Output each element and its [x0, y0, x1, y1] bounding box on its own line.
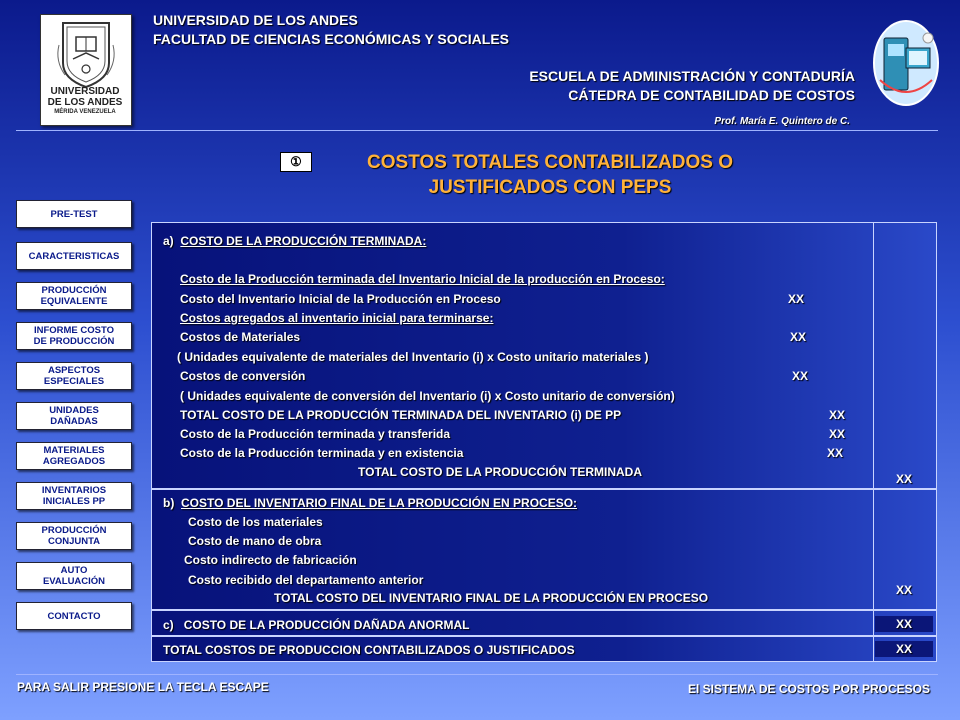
nav-button-materiales-agregados[interactable]: MATERIALES AGREGADOS: [16, 442, 132, 470]
section-b-total-amount: XX: [896, 583, 913, 597]
amount-column-divider: [873, 222, 874, 662]
nav-button-unidades-danadas[interactable]: UNIDADES DAÑADAS: [16, 402, 132, 430]
nav-button-auto-evaluacion[interactable]: AUTO EVALUACIÓN: [16, 562, 132, 590]
section-a-amount: XX: [827, 446, 844, 460]
section-a-line: Costo de la Producción terminada y en existencia: [180, 446, 464, 460]
school-name: ESCUELA DE ADMINISTRACIÓN Y CONTADURÍA: [529, 68, 855, 84]
faculty-name: FACULTAD DE CIENCIAS ECONÓMICAS Y SOCIALES: [153, 31, 509, 47]
section-a-amount: XX: [790, 330, 807, 344]
section-a-line: Costo de la Producción terminada del Inventario Inicial de la producción en Proceso:: [180, 272, 665, 286]
logo-text: [40, 86, 130, 116]
section-a-line: Costos de conversión: [180, 369, 306, 383]
section-a-line: Costos agregados al inventario inicial para terminarse:: [180, 311, 494, 325]
slide-title-line-1: COSTOS TOTALES CONTABILIZADOS O: [367, 152, 733, 173]
section-a-line: ( Unidades equivalente de conversión del Inventario (i) x Costo unitario de conversión): [180, 389, 675, 403]
section-a-prefix: a): [163, 234, 174, 248]
section-a-amount: XX: [788, 292, 805, 306]
nav-button-produccion-conjunta[interactable]: PRODUCCIÓN CONJUNTA: [16, 522, 132, 550]
chair-name: CÁTEDRA DE CONTABILIDAD DE COSTOS: [568, 87, 855, 103]
nav-button-inventarios-iniciales[interactable]: INVENTARIOS INICIALES PP: [16, 482, 132, 510]
slide-title-line-2: JUSTIFICADOS CON PEPS: [428, 177, 672, 198]
computer-clipart-icon: [870, 18, 942, 113]
section-b-title: COSTO DEL INVENTARIO FINAL DE LA PRODUCCIÓN EN PROCESO:: [181, 496, 578, 510]
footer-divider: [16, 674, 938, 675]
logo-line-1: UNIVERSIDAD: [50, 86, 120, 97]
exit-instruction: PARA SALIR PRESIONE LA TECLA ESCAPE: [17, 680, 269, 694]
section-c-amount: XX: [875, 616, 933, 632]
section-a-total-label: TOTAL COSTO DE LA PRODUCCIÓN TERMINADA: [358, 465, 643, 479]
professor-name: Prof. María E. Quintero de C.: [714, 116, 850, 127]
nav-button-aspectos-especiales[interactable]: ASPECTOS ESPECIALES: [16, 362, 132, 390]
logo-line-3: MÉRIDA VENEZUELA: [54, 109, 116, 115]
nav-button-caracteristicas[interactable]: CARACTERISTICAS: [16, 242, 132, 270]
section-b-prefix: b): [163, 496, 175, 510]
section-c-prefix: c): [163, 618, 174, 632]
section-a-amount: XX: [829, 427, 846, 441]
nav-button-contacto[interactable]: CONTACTO: [16, 602, 132, 630]
section-a-line: ( Unidades equivalente de materiales del Inventario (i) x Costo unitario materiales ): [177, 350, 649, 364]
grand-total-label: TOTAL COSTOS DE PRODUCCION CONTABILIZADOS O JUSTIFICADOS: [163, 643, 575, 657]
section-a-line: Costos de Materiales: [180, 330, 301, 344]
section-c-heading: [163, 618, 469, 632]
section-a-amount: XX: [792, 369, 809, 383]
section-b-line: Costo recibido del departamento anterior: [188, 573, 424, 587]
section-a-total-amount: XX: [896, 472, 913, 486]
header-divider: [16, 130, 938, 131]
slide-title: [330, 150, 770, 200]
section-c-title: COSTO DE LA PRODUCCIÓN DAÑADA ANORMAL: [183, 618, 470, 632]
section-a-line: Costo de la Producción terminada y transferida: [180, 427, 451, 441]
section-b-heading: [163, 496, 577, 510]
section-b-line: Costo de los materiales: [188, 515, 323, 529]
section-a-line: TOTAL COSTO DE LA PRODUCCIÓN TERMINADA DEL INVENTARIO (i) DE PP: [180, 408, 622, 422]
section-a-heading: [163, 234, 426, 248]
nav-button-informe-costo[interactable]: INFORME COSTO DE PRODUCCIÓN: [16, 322, 132, 350]
system-name: El SISTEMA DE COSTOS POR PROCESOS: [687, 682, 930, 696]
section-b-line: Costo de mano de obra: [188, 534, 322, 548]
slide-number-badge: ①: [280, 152, 312, 172]
nav-button-produccion-equivalente[interactable]: PRODUCCIÓN EQUIVALENTE: [16, 282, 132, 310]
section-a-title: COSTO DE LA PRODUCCIÓN TERMINADA:: [180, 234, 427, 248]
logo-line-2: DE LOS ANDES: [47, 97, 123, 108]
university-name: UNIVERSIDAD DE LOS ANDES: [153, 12, 358, 28]
section-b-line: Costo indirecto de fabricación: [184, 553, 357, 567]
section-a-amount: XX: [829, 408, 846, 422]
section-b-total-label: TOTAL COSTO DEL INVENTARIO FINAL DE LA PRODUCCIÓN EN PROCESO: [274, 591, 709, 605]
section-a-line: Costo del Inventario Inicial de la Producción en Proceso: [180, 292, 501, 306]
grand-total-amount: XX: [875, 641, 933, 657]
nav-button-pre-test[interactable]: PRE-TEST: [16, 200, 132, 228]
